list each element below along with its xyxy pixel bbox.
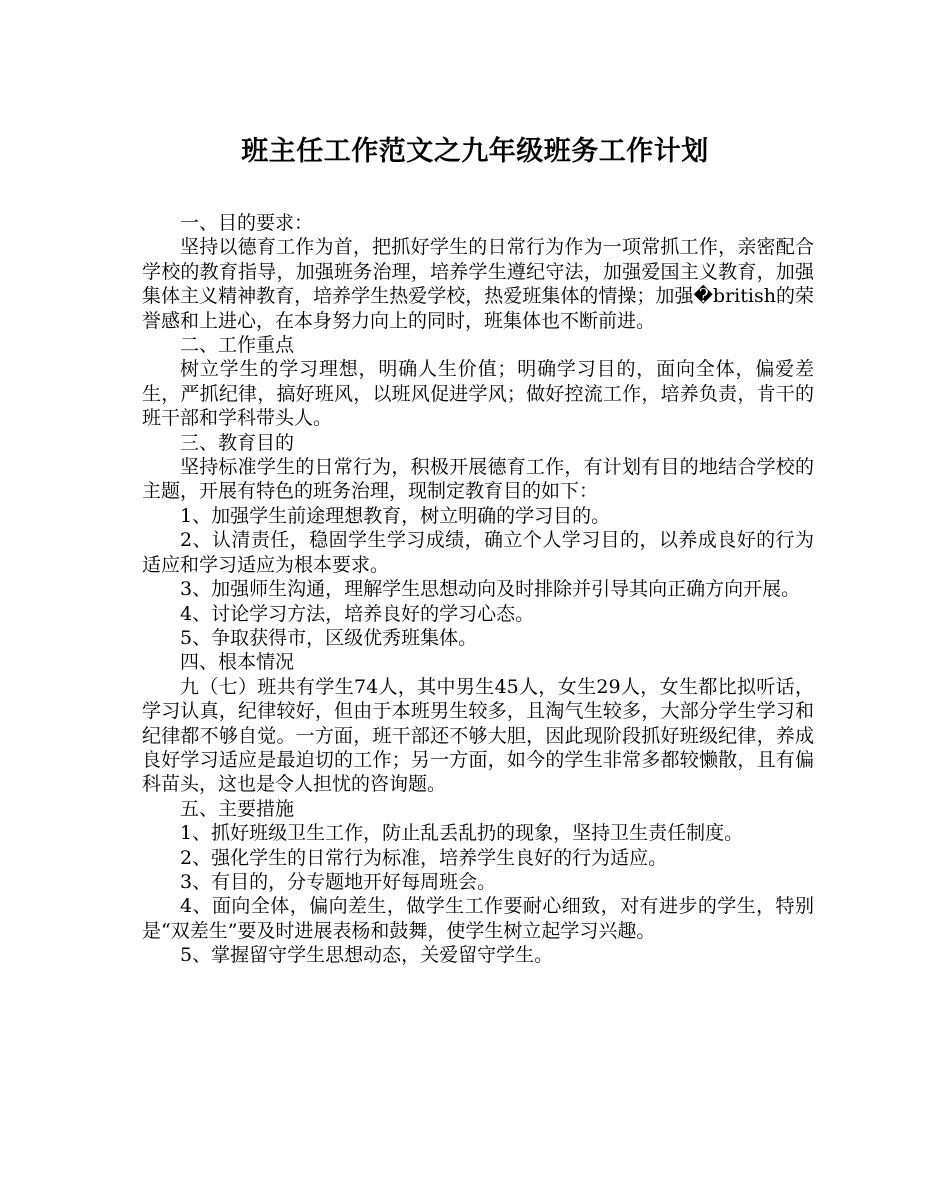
list-item: 5、争取获得市，区级优秀班集体。 <box>180 626 478 649</box>
section-heading-2: 二、工作重点 <box>180 334 295 357</box>
list-item: 3、加强师生沟通，理解学生思想动向及时排除并引导其向正确方向开展。 <box>180 578 801 601</box>
section-heading-1: 一、目的要求： <box>180 212 314 234</box>
list-item: 2、强化学生的日常行为标准，培养学生良好的行为适应。 <box>180 846 668 869</box>
list-item: 1、加强学生前途理想教育，树立明确的学习目的。 <box>180 504 611 527</box>
list-item: 2、认清责任，稳固学生学习成绩，确立个人学习目的，以养成良好的行为适应和学习适应为根本要求。 <box>142 529 814 576</box>
list-item: 4、讨论学习方法，培养良好的学习心态。 <box>180 602 535 625</box>
document-body <box>142 211 814 968</box>
section-heading-4: 四、根本情况 <box>180 651 295 674</box>
paragraph: 九（七）班共有学生74人，其中男生45人，女生29人，女生都比拟听话，学习认真，纪律较好，但由于本班男生较多，且淘气生较多，大部分学生学习和纪律都不够自觉。一方面，班干部还不够大胆，因此现阶段抓好班级纪律，养成良好学习适应是最迫切的工作；另一方面，如今的学生非常多都较懒散，且有偏科苗头，这也是令人担忧的咨询题。 <box>142 675 814 796</box>
list-item: 4、面向全体，偏向差生，做学生工作要耐心细致，对有进步的学生，特别是“双差生”要及时进展表杨和鼓舞，使学生树立起学习兴趣。 <box>142 895 814 942</box>
paragraph: 坚持标准学生的日常行为，积极开展德育工作，有计划有目的地结合学校的主题，开展有特色的班务治理，现制定教育目的如下： <box>142 456 814 503</box>
list-item: 5、掌握留守学生思想动态，关爱留守学生。 <box>180 944 554 967</box>
document-title: 班主任工作范文之九年级班务工作计划 <box>241 136 709 167</box>
paragraph: 坚持以德育工作为首，把抓好学生的日常行为作为一项常抓工作，亲密配合学校的教育指导，加强班务治理，培养学生遵纪守法，加强爱国主义教育，加强集体主义精神教育，培养学生热爱学校，热爱班集体的情操；加强�british的荣誉感和上进心，在本身努力向上的同时，班集体也不断前进。 <box>142 236 814 332</box>
list-item: 3、有目的，分专题地开好每周班会。 <box>180 870 497 893</box>
list-item: 1、抓好班级卫生工作，防止乱丢乱扔的现象，坚持卫生责任制度。 <box>180 822 744 845</box>
section-heading-3: 三、教育目的 <box>180 431 295 454</box>
paragraph: 树立学生的学习理想，明确人生价值；明确学习目的，面向全体，偏爱差生，严抓纪律，搞好班风，以班风促进学风；做好控流工作，培养负责，肯干的班干部和学科带头人。 <box>142 358 814 430</box>
section-heading-5: 五、主要措施 <box>180 797 295 820</box>
